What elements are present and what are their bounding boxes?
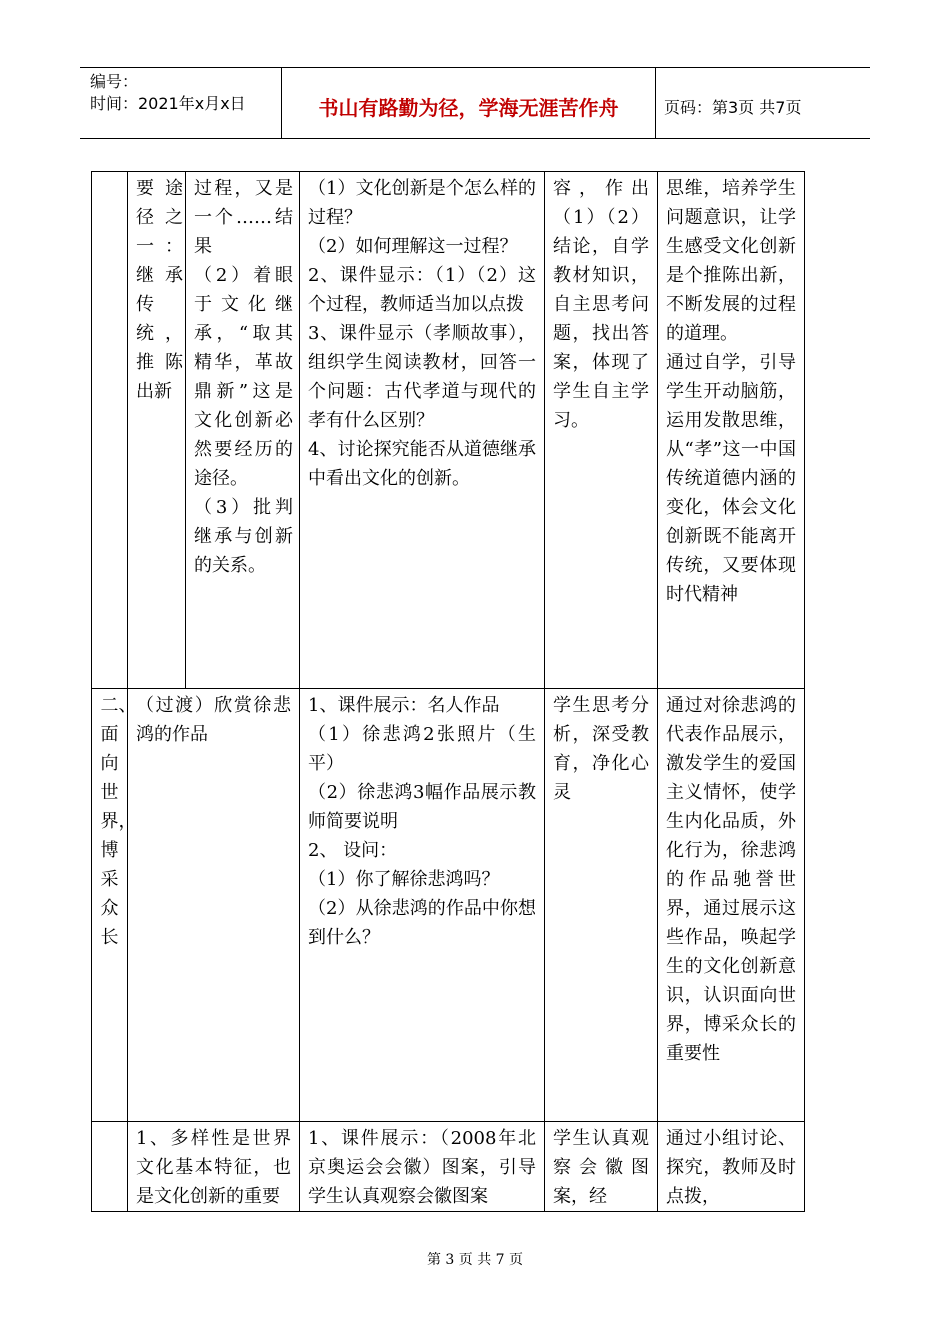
teacher-activity-cell: 1、课件展示：名人作品 （1）徐悲鸿2张照片（生平） （2）徐悲鸿3幅作品展示教师简要说明 2、 设问： （1）你了解徐悲鸿吗？ （2）从徐悲鸿的作品中你想到什么？ (300, 689, 545, 1122)
page-footer: 第 3 页 共 7 页 (426, 1252, 524, 1268)
design-intent-cell: 思维，培养学生问题意识，让学生感受文化创新是个推陈出新，不断发展的过程的道理。 通过自学，引导学生开动脑筋，运用发散思维，从“孝”这一中国传统道德内涵的变化，体会文化创新既不能离开传统，又要体现时代精神 (658, 172, 805, 689)
table-row (92, 1122, 805, 1212)
header-page-label: 页码：第3页 共7页 (664, 97, 802, 117)
section-title: 二、面向世界，博采众长 (100, 695, 137, 948)
teacher-activity-cell: 1、课件展示：（2008年北京奥运会会徽）图案，引导学生认真观察会徽图案 (300, 1122, 545, 1212)
page-header (80, 67, 870, 139)
section-cell (92, 1122, 128, 1212)
content-cell (128, 172, 300, 689)
table-row (92, 172, 805, 689)
content-cell: （过渡）欣赏徐悲鸿的作品 (128, 689, 300, 1122)
header-meta (80, 68, 282, 138)
table-row (92, 689, 805, 1122)
number-label: 编号： (90, 72, 139, 91)
design-intent-cell: 通过对徐悲鸿的代表作品展示，激发学生的爱国主义情怀，使学生内化品质，外化行为，徐悲鸿的作品驰誉世界，通过展示这些作品，唤起学生的文化创新意识，认识面向世界，博采众长的重要性 (658, 689, 805, 1122)
subtopic-text: 要途径之一：继承传统，推陈出新 (128, 172, 186, 688)
student-activity-cell: 容，作出（1）（2）结论，自学教材知识，自主思考问题，找出答案，体现了学生自主学习。 (545, 172, 658, 689)
time-label: 时间：2021年x月x日 (90, 94, 246, 113)
teacher-activity-cell: （1）文化创新是个怎么样的过程？ （2）如何理解这一过程？ 2、课件显示：（1）（2）这个过程，教师适当加以点拨 3、课件显示（孝顺故事），组织学生阅读教材，回答一个问题：古代孝道与现代的孝有什么区别？ 4、讨论探究能否从道德继承中看出文化的创新。 (300, 172, 545, 689)
content-text: 过程，又是一个……结果 （2）着眼于文化继承，“取其精华，革故鼎新”这是文化创新必然要经历的途径。 （3）批判继承与创新的关系。 (194, 178, 293, 576)
student-activity-cell: 学生认真观察会徽图案，经 (545, 1122, 658, 1212)
design-intent-cell: 通过小组讨论、探究，教师及时点拨， (658, 1122, 805, 1212)
section-cell (92, 689, 137, 1122)
student-activity-cell: 学生思考分析，深受教育，净化心灵 (545, 689, 658, 1122)
content-cell: 1、多样性是世界文化基本特征，也是文化创新的重要 (128, 1122, 300, 1212)
section-cell (92, 172, 128, 689)
header-motto: 书山有路勤为径，学海无涯苦作舟 (282, 68, 656, 138)
lesson-table (91, 171, 805, 1212)
